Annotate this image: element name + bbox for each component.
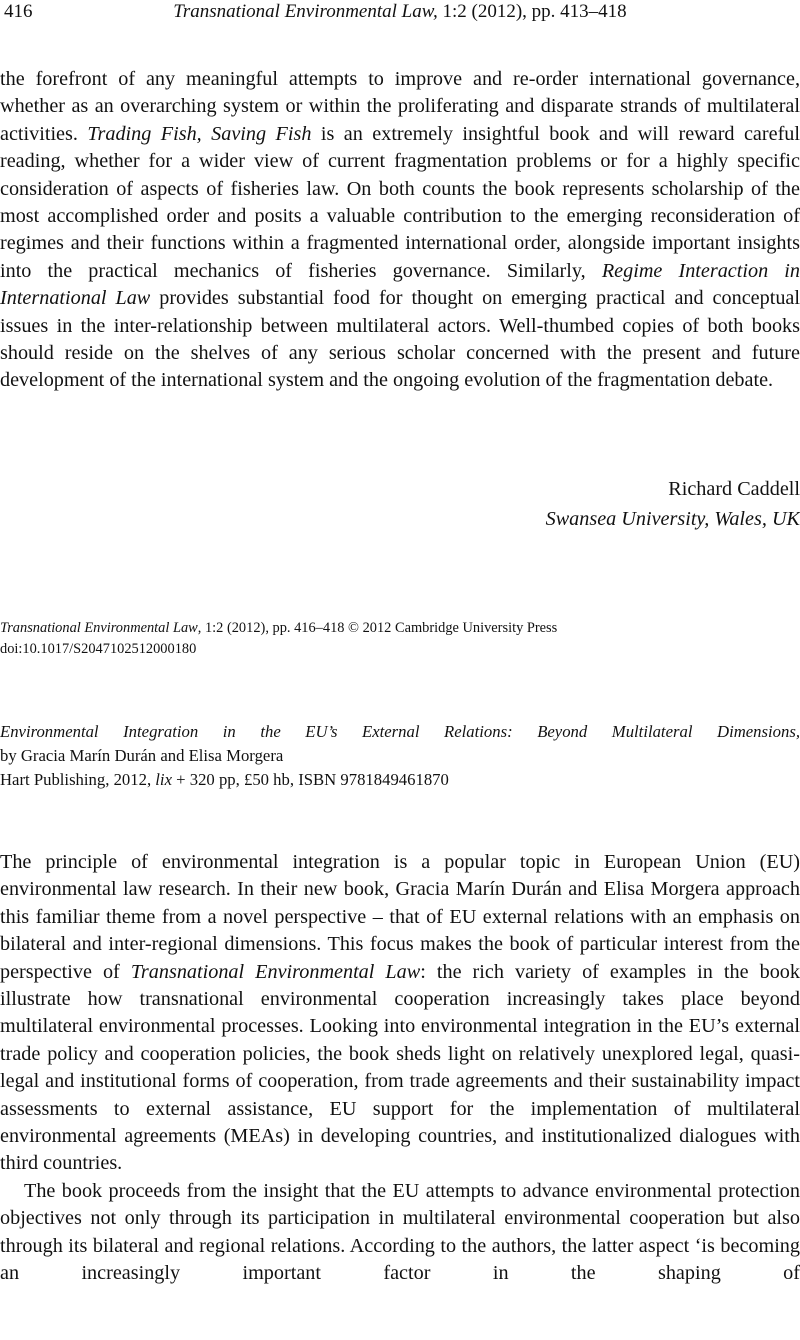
journal-name: Transnational Environmental Law, (173, 1, 438, 22)
previous-review-conclusion (0, 66, 800, 395)
citation-details: , 1:2 (2012), pp. 416–418 © 2012 Cambridge University Press (197, 620, 558, 636)
doi: doi:10.1017/S2047102512000180 (0, 641, 197, 657)
journal-name-mention: Transnational Environmental Law (130, 960, 421, 983)
text-run: : the rich variety of examples in the book illustrate how transnational environmental cooperation increasingly takes place beyond multilateral environmental processes. Looking into environmental integration in the EU’s external trade policy and cooperation policies, the book sheds light on relatively unexplored legal, quasi-legal and institutional forms of cooperation, from trade agreements and their sustainability impact assessments to external assistance, EU support for the implementation of multilateral environmental agreements (MEAs) in developing countries, and institutionalized dialogues with third countries. (0, 960, 800, 1175)
running-head-journal (0, 0, 800, 24)
page-number: 416 (4, 1, 33, 22)
reviewer-name: Richard Caddell (668, 478, 800, 500)
reviewer-affiliation: Swansea University, Wales, UK (545, 508, 800, 530)
text-run: The principle of environmental integration is a popular topic in European Union (EU) environmental law research. In their new book, Gracia Marín Durán and Elisa Morgera approach this familiar theme from a novel perspective – that of EU external relations with an emphasis on bilateral and inter-regional dimensions. This focus makes the book of particular interest from the perspective of (0, 851, 800, 983)
text-run: is an extremely insightful book and will reward careful reading, whether for a wider view of current fragmentation problems or for a highly specific consideration of aspects of fisheries law. On both counts the book represents scholarship of the most accomplished order and posits a valuable contribution to the emerging reconsideration of regimes and their functions within a fragmented international order, alongside important insights into the practical mechanics of fisheries governance. Similarly, (0, 122, 800, 282)
page-count-roman: lix (155, 770, 172, 789)
citation-journal: Transnational Environmental Law (0, 620, 198, 636)
book-title: Environmental Integration in the EU’s External Relations: Beyond Multilateral Dimensions, (0, 722, 800, 741)
running-head (0, 0, 800, 30)
text-run: + 320 pp, £50 hb, ISBN 9781849461870 (171, 770, 449, 789)
book-title-regime-interaction: Regime Interaction in International Law (0, 259, 800, 310)
paragraph: The book proceeds from the insight that the EU attempts to advance environmental protection objectives not only through its participation in multilateral environmental cooperation but also through its bilateral and regional relations. According to the authors, the latter aspect ‘is becoming an increasingly important factor in the shaping of (0, 1179, 800, 1285)
text-run: Hart Publishing, 2012, (0, 770, 156, 789)
reviewer-signature (546, 474, 800, 534)
journal-issue-pages: 1:2 (2012), pp. 413–418 (437, 1, 627, 22)
book-title-trading-fish: Trading Fish, Saving Fish (87, 122, 312, 145)
paragraph (0, 66, 800, 395)
text-run: provides substantial food for thought on emerging practical and conceptual issues in the inter-relationship between multilateral actors. Well-thumbed copies of both books should reside on the shelves of any serious scholar concerned with the present and future development of the international system and the ongoing evolution of the fragmentation debate. (0, 287, 800, 392)
citation-block (0, 618, 800, 660)
book-authors: by Gracia Marín Durán and Elisa Morgera (0, 746, 284, 765)
text-run: the forefront of any meaningful attempts to improve and re-order international governance, whether as an overarching system or within the proliferating and disparate strands of multilateral activities. (0, 68, 800, 145)
review-body (0, 849, 800, 1288)
citation-line (0, 618, 800, 639)
book-publication (0, 768, 800, 792)
book-reference (0, 720, 800, 792)
paragraph (0, 849, 800, 1178)
